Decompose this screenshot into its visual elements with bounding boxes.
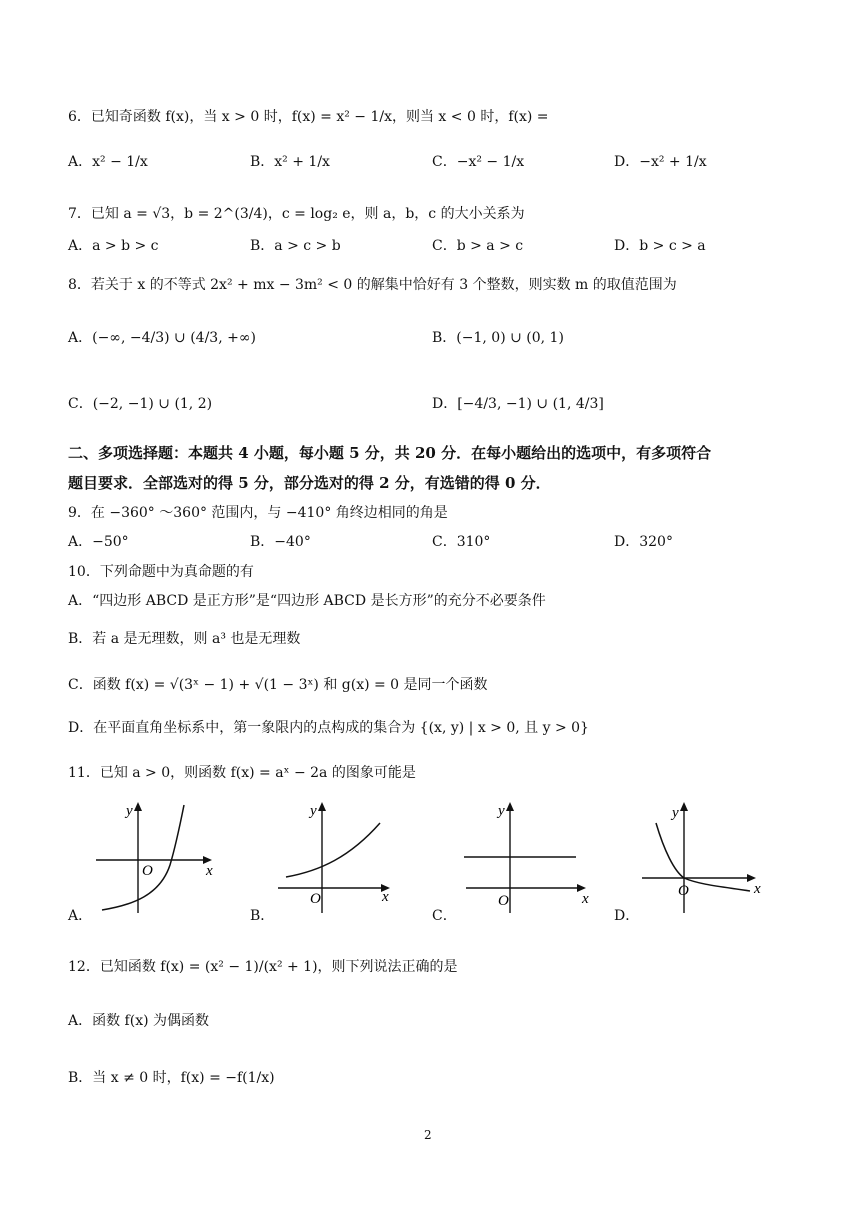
q11-graph-c-y-label: y (498, 803, 505, 819)
page-number: 2 (424, 1128, 432, 1142)
q8-option-c: C．(−2, −1) ∪ (1, 2) (68, 396, 213, 412)
section2-heading-line2: 题目要求．全部选对的得 5 分，部分选对的得 2 分，有选错的得 0 分． (68, 474, 551, 492)
q11-graph-b-origin-label: O (310, 891, 321, 907)
q11-graph-d-x-label: x (754, 881, 761, 897)
q6-option-c: C．−x² − 1/x (432, 154, 525, 170)
q12-option-a: A．函数 f(x) 为偶函数 (68, 1013, 210, 1029)
q9-option-d: D．320° (614, 534, 673, 550)
q11-stem: 11．已知 a > 0，则函数 f(x) = aˣ − 2a 的图象可能是 (68, 765, 416, 781)
q7-option-d: D．b > c > a (614, 238, 706, 254)
q11-graph-a-origin-label: O (142, 863, 153, 879)
q9-option-c: C．310° (432, 534, 491, 550)
q8-option-b: B．(−1, 0) ∪ (0, 1) (432, 330, 564, 346)
q7-option-b: B．a > c > b (250, 238, 341, 254)
q9-stem: 9．在 −360° ～360° 范围内，与 −410° 角终边相同的角是 (68, 505, 448, 521)
q10-option-a: A．“四边形 ABCD 是正方形”是“四边形 ABCD 是长方形”的充分不必要条件 (68, 593, 546, 609)
q11-graph-a-x-label: x (206, 863, 213, 879)
q11-option-b-label: B． (250, 908, 275, 924)
q10-option-c: C．函数 f(x) = √(3ˣ − 1) + √(1 − 3ˣ) 和 g(x) = 0 是同一个函数 (68, 677, 488, 693)
q12-option-b: B．当 x ≠ 0 时，f(x) = −f(1/x) (68, 1070, 275, 1086)
q7-option-c: C．b > a > c (432, 238, 524, 254)
section2-heading-line1: 二、多项选择题：本题共 4 小题，每小题 5 分，共 20 分．在每小题给出的选项中，有多项符合 (68, 444, 712, 462)
q10-stem: 10．下列命题中为真命题的有 (68, 564, 254, 580)
q11-graph-d (640, 795, 770, 920)
q11-graph-d-y-label: y (672, 805, 679, 821)
q11-graph-a-y-label: y (126, 803, 133, 819)
q8-option-a: A．(−∞, −4/3) ∪ (4/3, +∞) (68, 330, 256, 346)
q11-graph-c (458, 795, 598, 920)
q8-stem: 8．若关于 x 的不等式 2x² + mx − 3m² < 0 的解集中恰好有 3 个整数，则实数 m 的取值范围为 (68, 277, 677, 293)
q6-option-b: B．x² + 1/x (250, 154, 330, 170)
q12-stem: 12．已知函数 f(x) = (x² − 1)/(x² + 1)，则下列说法正确的是 (68, 959, 458, 975)
q11-graph-b-x-label: x (382, 889, 389, 905)
q6-option-d: D．−x² + 1/x (614, 154, 707, 170)
q9-option-a: A．−50° (68, 534, 129, 550)
q11-graph-c-origin-label: O (498, 893, 509, 909)
q11-option-d-label: D． (614, 908, 640, 924)
q11-graph-b-y-label: y (310, 803, 317, 819)
q6-stem: 6．已知奇函数 f(x)，当 x > 0 时，f(x) = x² − 1/x，则当 x < 0 时，f(x) = (68, 109, 549, 125)
q11-graph-a (88, 795, 218, 920)
q8-option-d: D．[−4/3, −1) ∪ (1, 4/3] (432, 396, 604, 412)
q10-option-d: D．在平面直角坐标系中，第一象限内的点构成的集合为 {(x, y) | x > 0, 且 y > 0} (68, 720, 589, 736)
q11-option-c-label: C． (432, 908, 457, 924)
q7-option-a: A．a > b > c (68, 238, 159, 254)
q11-option-a-label: A． (68, 908, 93, 924)
q6-option-a: A．x² − 1/x (68, 154, 148, 170)
q9-option-b: B．−40° (250, 534, 311, 550)
q11-graph-b (270, 795, 400, 920)
q11-graph-d-origin-label: O (678, 883, 689, 899)
q11-graph-c-x-label: x (582, 891, 589, 907)
q10-option-b: B．若 a 是无理数，则 a³ 也是无理数 (68, 631, 301, 647)
q7-stem: 7．已知 a = √3，b = 2^(3/4)，c = log₂ e，则 a，b，c 的大小关系为 (68, 206, 525, 222)
